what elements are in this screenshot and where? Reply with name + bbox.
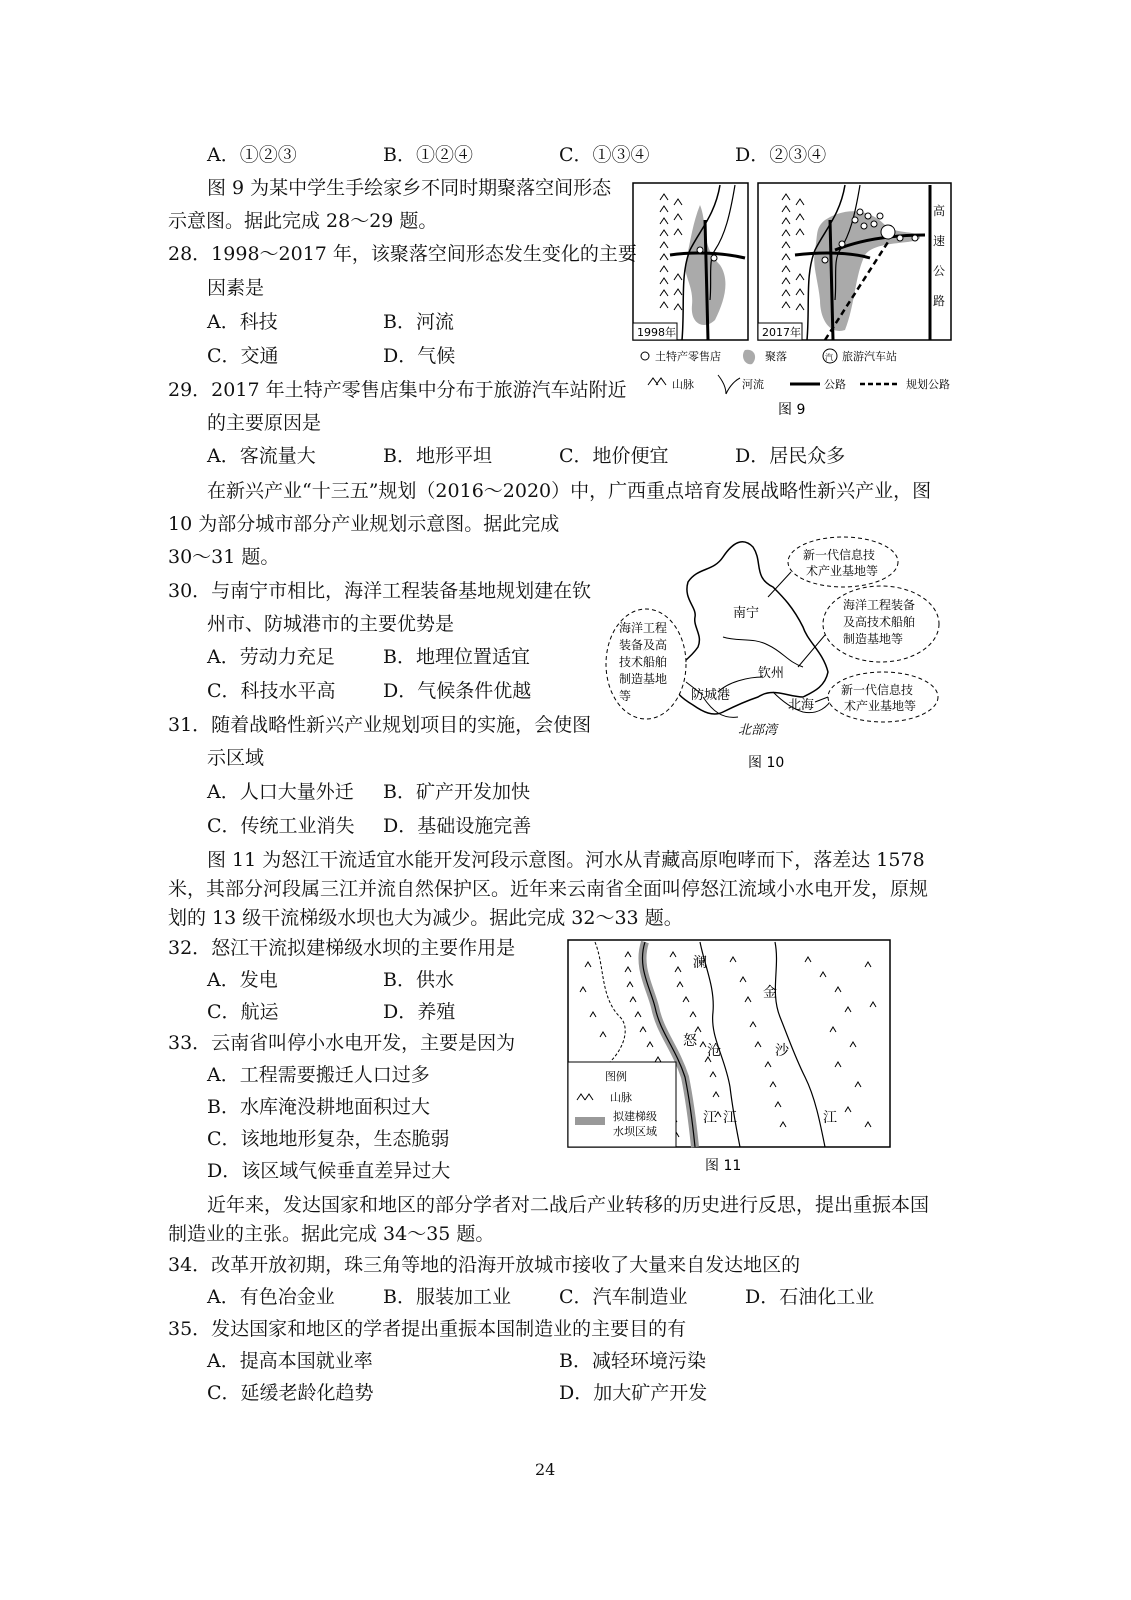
q34-option-d: D．石油化工业 — [745, 1286, 875, 1308]
q31-option-c: C．传统工业消失 — [207, 815, 355, 837]
q28-option-c: C．交通 — [207, 345, 279, 367]
q35-option-b: B．减轻环境污染 — [559, 1350, 706, 1372]
q30-option-c: C．科技水平高 — [207, 680, 336, 702]
q34-option-c: C．汽车制造业 — [559, 1286, 688, 1308]
fig9-intro-line2: 示意图。据此完成 28～29 题。 — [168, 210, 438, 232]
fig9-road-label-3: 公 — [933, 264, 946, 278]
fig11-intro-line1: 图 11 为怒江干流适宜水能开发河段示意图。河水从青藏高原咆哮而下，落差达 1578 — [207, 849, 925, 871]
fig11-legend-mountain: 山脉 — [610, 1091, 632, 1104]
fig11-lan-3: 江 — [723, 1110, 737, 1126]
fig9-year2: 2017年 — [762, 326, 801, 339]
q28-stem-line1: 28．1998～2017 年，该聚落空间形态发生变化的主要 — [168, 243, 637, 265]
fig9-caption: 图 9 — [778, 402, 806, 415]
q33-option-c: C．该地地形复杂，生态脆弱 — [207, 1128, 450, 1150]
fig11-legend-dam-1: 拟建梯级 — [613, 1110, 657, 1123]
fig10-bubble1-line1: 新一代信息技 — [803, 548, 876, 562]
q32-option-c: C．航运 — [207, 1001, 279, 1023]
q28-option-b: B．河流 — [383, 311, 454, 333]
fig10-intro-line1: 在新兴产业“十三五”规划（2016～2020）中，广西重点培育发展战略性新兴产业，图 — [207, 480, 932, 502]
fig9-legend-bus: 旅游汽车站 — [842, 350, 897, 363]
q29-stem-line2: 的主要原因是 — [207, 412, 322, 434]
fig10-caption: 图 10 — [748, 755, 785, 771]
figure-9 — [630, 180, 955, 415]
fig10-bubble2-line2: 及高技术船舶 — [843, 615, 916, 629]
fig10-bay: 北部湾 — [738, 723, 778, 738]
fig10-bubble2-line3: 制造基地等 — [843, 632, 904, 646]
fig9-legend-settlement: 聚落 — [765, 350, 787, 363]
q27-option-c: C．①③④ — [559, 144, 650, 166]
fig10-bubble3-line1: 海洋工程 — [619, 621, 668, 635]
fig10-bubble3-line4: 制造基地 — [619, 672, 668, 686]
q34-intro-line1: 近年来，发达国家和地区的部分学者对二战后产业转移的历史进行反思，提出重振本国 — [207, 1194, 930, 1216]
q29-option-c: C．地价便宜 — [559, 445, 669, 467]
q30-option-a: A．劳动力充足 — [207, 646, 335, 668]
fig9-legend-river: 河流 — [742, 378, 764, 391]
fig11-intro-line2: 米，其部分河段属三江并流自然保护区。近年来云南省全面叫停怒江流域小水电开发，原规 — [168, 878, 929, 900]
q28-option-d: D．气候 — [383, 345, 456, 367]
fig11-jin-3: 江 — [823, 1110, 837, 1126]
fig10-intro-line3: 30～31 题。 — [168, 546, 280, 568]
q32-option-d: D．养殖 — [383, 1001, 456, 1023]
fig9-legend-planned: 规划公路 — [906, 378, 950, 391]
fig9-intro-line1: 图 9 为某中学生手绘家乡不同时期聚落空间形态 — [207, 177, 612, 199]
fig10-intro-line2: 10 为部分城市部分产业规划示意图。据此完成 — [168, 513, 560, 535]
q32-option-a: A．发电 — [207, 969, 278, 991]
fig10-bubble4-line1: 新一代信息技 — [841, 683, 914, 697]
q27-option-a: A．①②③ — [207, 144, 297, 166]
fig11-legend-title: 图例 — [605, 1070, 627, 1083]
q35-stem: 35．发达国家和地区的学者提出重振本国制造业的主要目的有 — [168, 1318, 687, 1340]
fig9-legend-mountain: 山脉 — [672, 378, 694, 391]
q30-stem-line2: 州市、防城港市的主要优势是 — [207, 613, 455, 635]
page-number: 24 — [535, 1460, 556, 1479]
q33-option-d: D．该区域气候垂直差异过大 — [207, 1160, 451, 1182]
fig11-caption: 图 11 — [705, 1158, 742, 1174]
q27-option-b: B．①②④ — [383, 144, 473, 166]
fig9-road-label-2: 速 — [933, 234, 946, 248]
q31-option-b: B．矿产开发加快 — [383, 781, 530, 803]
q35-option-c: C．延缓老龄化趋势 — [207, 1382, 374, 1404]
q29-option-a: A．客流量大 — [207, 445, 316, 467]
q34-intro-line2: 制造业的主张。据此完成 34～35 题。 — [168, 1223, 495, 1245]
fig10-city-beihai: 北海 — [788, 698, 815, 713]
fig11-nu-2: 江 — [703, 1110, 717, 1126]
q29-option-b: B．地形平坦 — [383, 445, 492, 467]
fig10-bubble1-line2: 术产业基地等 — [806, 564, 879, 578]
q34-option-b: B．服装加工业 — [383, 1286, 511, 1308]
q32-option-b: B．供水 — [383, 969, 454, 991]
fig10-bubble4-line2: 术产业基地等 — [844, 699, 917, 713]
q32-stem: 32．怒江干流拟建梯级水坝的主要作用是 — [168, 937, 516, 959]
q30-option-b: B．地理位置适宜 — [383, 646, 530, 668]
q30-stem-line1: 30．与南宁市相比，海洋工程装备基地规划建在钦 — [168, 580, 592, 602]
q28-option-a: A．科技 — [207, 311, 278, 333]
fig11-lan-1: 澜 — [693, 955, 707, 971]
q33-option-b: B．水库淹没耕地面积过大 — [207, 1096, 430, 1118]
fig9-legend-road: 公路 — [824, 378, 846, 391]
q28-stem-line2: 因素是 — [207, 277, 265, 299]
fig10-bubble2-line1: 海洋工程装备 — [843, 598, 916, 612]
fig9-legend-bus-glyph: 汽 — [825, 353, 833, 362]
figure-11 — [565, 937, 895, 1177]
fig10-city-qinzhou: 钦州 — [758, 666, 785, 681]
fig10-city-nanning: 南宁 — [733, 606, 760, 621]
fig11-nu-1: 怒 — [683, 1033, 697, 1049]
fig10-bubble3-line2: 装备及高 — [619, 638, 668, 652]
fig11-lan-2: 沧 — [707, 1043, 721, 1059]
fig10-city-fangchenggang: 防城港 — [691, 688, 731, 703]
q31-stem-line2: 示区域 — [207, 747, 265, 769]
q33-option-a: A．工程需要搬迁人口过多 — [207, 1064, 430, 1086]
q29-stem-line1: 29．2017 年土特产零售店集中分布于旅游汽车站附近 — [168, 379, 627, 401]
q33-stem: 33．云南省叫停小水电开发，主要是因为 — [168, 1032, 516, 1054]
fig11-jin-2: 沙 — [775, 1043, 789, 1059]
q30-option-d: D．气候条件优越 — [383, 680, 532, 702]
fig9-road-label-1: 高 — [933, 204, 946, 218]
fig11-jin-1: 金 — [763, 985, 777, 1001]
q27-option-d: D．②③④ — [735, 144, 827, 166]
fig9-legend-shop: 土特产零售店 — [655, 350, 721, 363]
q31-option-a: A．人口大量外迁 — [207, 781, 354, 803]
fig9-road-label-4: 路 — [933, 294, 946, 308]
q34-stem: 34．改革开放初期，珠三角等地的沿海开放城市接收了大量来自发达地区的 — [168, 1254, 801, 1276]
fig11-legend-dam-2: 水坝区域 — [613, 1125, 657, 1138]
q35-option-d: D．加大矿产开发 — [559, 1382, 708, 1404]
q34-option-a: A．有色冶金业 — [207, 1286, 335, 1308]
fig9-year1: 1998年 — [637, 326, 676, 339]
fig10-bubble3-line5: 等 — [619, 689, 632, 703]
fig11-intro-line3: 划的 13 级干流梯级水坝也大为减少。据此完成 32～33 题。 — [168, 907, 683, 929]
q31-stem-line1: 31．随着战略性新兴产业规划项目的实施，会使图 — [168, 714, 592, 736]
q35-option-a: A．提高本国就业率 — [207, 1350, 373, 1372]
fig10-bubble3-line3: 技术船舶 — [619, 655, 668, 669]
figure-10 — [603, 527, 943, 772]
q31-option-d: D．基础设施完善 — [383, 815, 532, 837]
q29-option-d: D．居民众多 — [735, 445, 846, 467]
